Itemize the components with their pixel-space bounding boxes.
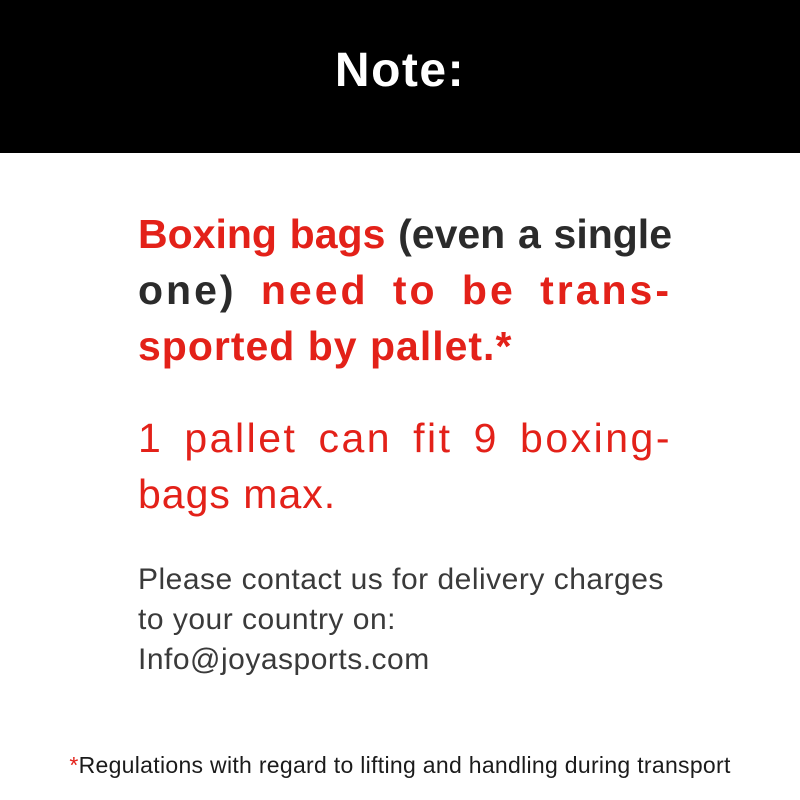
pallet-warning-paragraph (138, 206, 672, 374)
capacity-line-2: bags max. (138, 471, 337, 517)
warning-line-1-dark-segment: (even a single (398, 211, 672, 257)
warning-line-3-red-segment: sported by pallet.* (138, 323, 513, 369)
page-title: Note: (334, 44, 466, 97)
footnote-asterisk: * (69, 752, 79, 778)
regulations-footnote (0, 752, 800, 779)
contact-paragraph (138, 560, 778, 680)
header-band (0, 0, 800, 153)
contact-email: Info@joyasports.com (138, 643, 430, 676)
contact-line-1: Please contact us for delivery charges (138, 563, 664, 596)
footnote-text: Regulations with regard to lifting and handling during transport (78, 752, 731, 778)
contact-line-2: to your country on: (138, 603, 396, 636)
warning-line-2-red-segment: need to be trans- (260, 267, 672, 313)
warning-line-3 (138, 318, 672, 374)
warning-line-2 (138, 262, 672, 318)
warning-line-1 (138, 206, 672, 262)
warning-line-1-red-segment: Boxing bags (138, 211, 399, 257)
pallet-capacity-paragraph (138, 410, 672, 522)
capacity-line-1: 1 pallet can fit 9 boxing- (138, 415, 672, 461)
warning-line-2-dark-segment: one) (138, 267, 261, 313)
